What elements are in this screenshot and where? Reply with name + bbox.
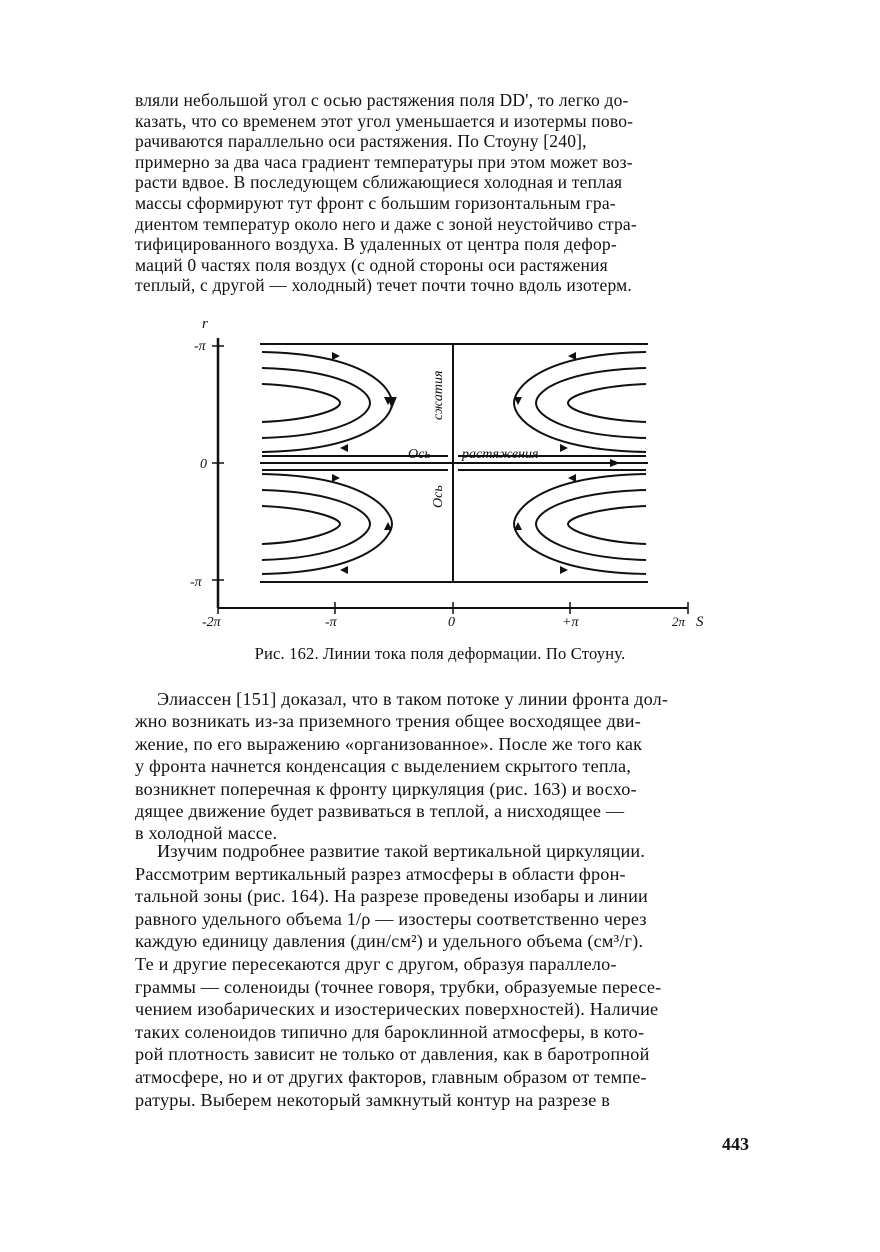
- axis-label-os: Ось: [408, 447, 431, 462]
- text-line: чением изобарических и изостерических поверхностей). Наличие: [135, 999, 659, 1020]
- text-line: таких соленоидов типично для бароклинной атмосферы, в кото-: [135, 1021, 645, 1042]
- page-number: 443: [722, 1134, 749, 1154]
- x-tick-label: +π: [562, 615, 579, 630]
- text-line: казать, что со временем этот угол уменьшается и изотермы пово-: [135, 110, 634, 131]
- text-line: возникнет поперечная к фронту циркуляция (рис. 163) и восхо-: [135, 778, 637, 799]
- text-line: жно возникать из-за приземного трения общее восходящее дви-: [135, 711, 641, 732]
- text-line: маций 0 частях поля воздух (с одной стороны оси растяжения: [135, 254, 608, 275]
- figure-caption: Рис. 162. Линии тока поля деформации. По Стоуну.: [254, 644, 626, 663]
- text-line: у фронта начнется конденсация с выделением скрытого тепла,: [135, 756, 632, 777]
- x-tick-label: -2π: [202, 615, 221, 630]
- axis-label-stretch: растяжения: [462, 447, 539, 462]
- text-line: теплый, с другой — холодный) течет почти точно вдоль изотерм.: [135, 275, 632, 296]
- text-line: каждую единицу давления (дин/см²) и удельного объема (см³/г).: [135, 931, 644, 952]
- text-line: Рассмотрим вертикальный разрез атмосферы в области фрон-: [135, 863, 626, 884]
- text-line: Те и другие пересекаются друг с другом, образуя параллело-: [135, 953, 617, 974]
- x-tick-label: 0: [448, 615, 455, 630]
- text-line: жение, по его выражению «организованное». После же того как: [135, 733, 643, 754]
- y-tick-label: 0: [200, 457, 207, 472]
- text-line: рачиваются параллельно оси растяжения. По Стоуну [240],: [135, 131, 587, 152]
- text-line: рой плотность зависит не только от давления, как в баротропной: [135, 1044, 650, 1065]
- streamline-figure: [180, 310, 720, 630]
- text-line: вляли небольшой угол с осью растяжения поля DD', то легко до-: [135, 90, 629, 110]
- paragraph-eliassen: [135, 688, 767, 845]
- text-line: примерно за два часа градиент температуры при этом может воз-: [135, 151, 633, 172]
- paragraph-study: [135, 840, 767, 1111]
- x-tick-label: 2π: [672, 614, 686, 629]
- text-line: диентом температур около него и даже с зоной неустойчиво стра-: [135, 213, 637, 234]
- text-line: дящее движение будет развиваться в теплой, а нисходящее —: [135, 801, 625, 822]
- text-line: равного удельного объема 1/ρ — изостеры соответственно через: [135, 908, 647, 929]
- axis-label-compress: сжатия: [431, 370, 446, 420]
- x-axis-title: S: [696, 614, 704, 630]
- text-line: в холодной массе.: [135, 823, 278, 844]
- text-line: тифицированного воздуха. В удаленных от центра поля дефор-: [135, 234, 617, 255]
- text-line: граммы — соленоиды (точнее говоря, трубки, образуемые пересе-: [135, 976, 662, 997]
- text-line: массы сформируют тут фронт с большим горизонтальным гра-: [135, 192, 616, 213]
- text-line: ратуры. Выберем некоторый замкнутый контур на разрезе в: [135, 1089, 611, 1110]
- y-tick-label: -π: [194, 339, 206, 354]
- y-axis-title: r: [202, 316, 208, 332]
- y-tick-label: -π: [190, 575, 202, 590]
- text-line: расти вдвое. В последующем сближающиеся холодная и теплая: [135, 172, 623, 193]
- x-tick-label: -π: [325, 615, 337, 630]
- text-line: атмосфере, но и от других факторов, главным образом от темпе-: [135, 1066, 647, 1087]
- paragraph-top: [135, 90, 767, 296]
- axis-label-os-vertical: Ось: [431, 485, 446, 508]
- text-line: Изучим подробнее развитие такой вертикальной циркуляции.: [157, 841, 646, 861]
- text-line: тальной зоны (рис. 164). На разрезе проведены изобары и линии: [135, 886, 648, 907]
- text-line: Элиассен [151] доказал, что в таком потоке у линии фронта дол-: [157, 689, 669, 709]
